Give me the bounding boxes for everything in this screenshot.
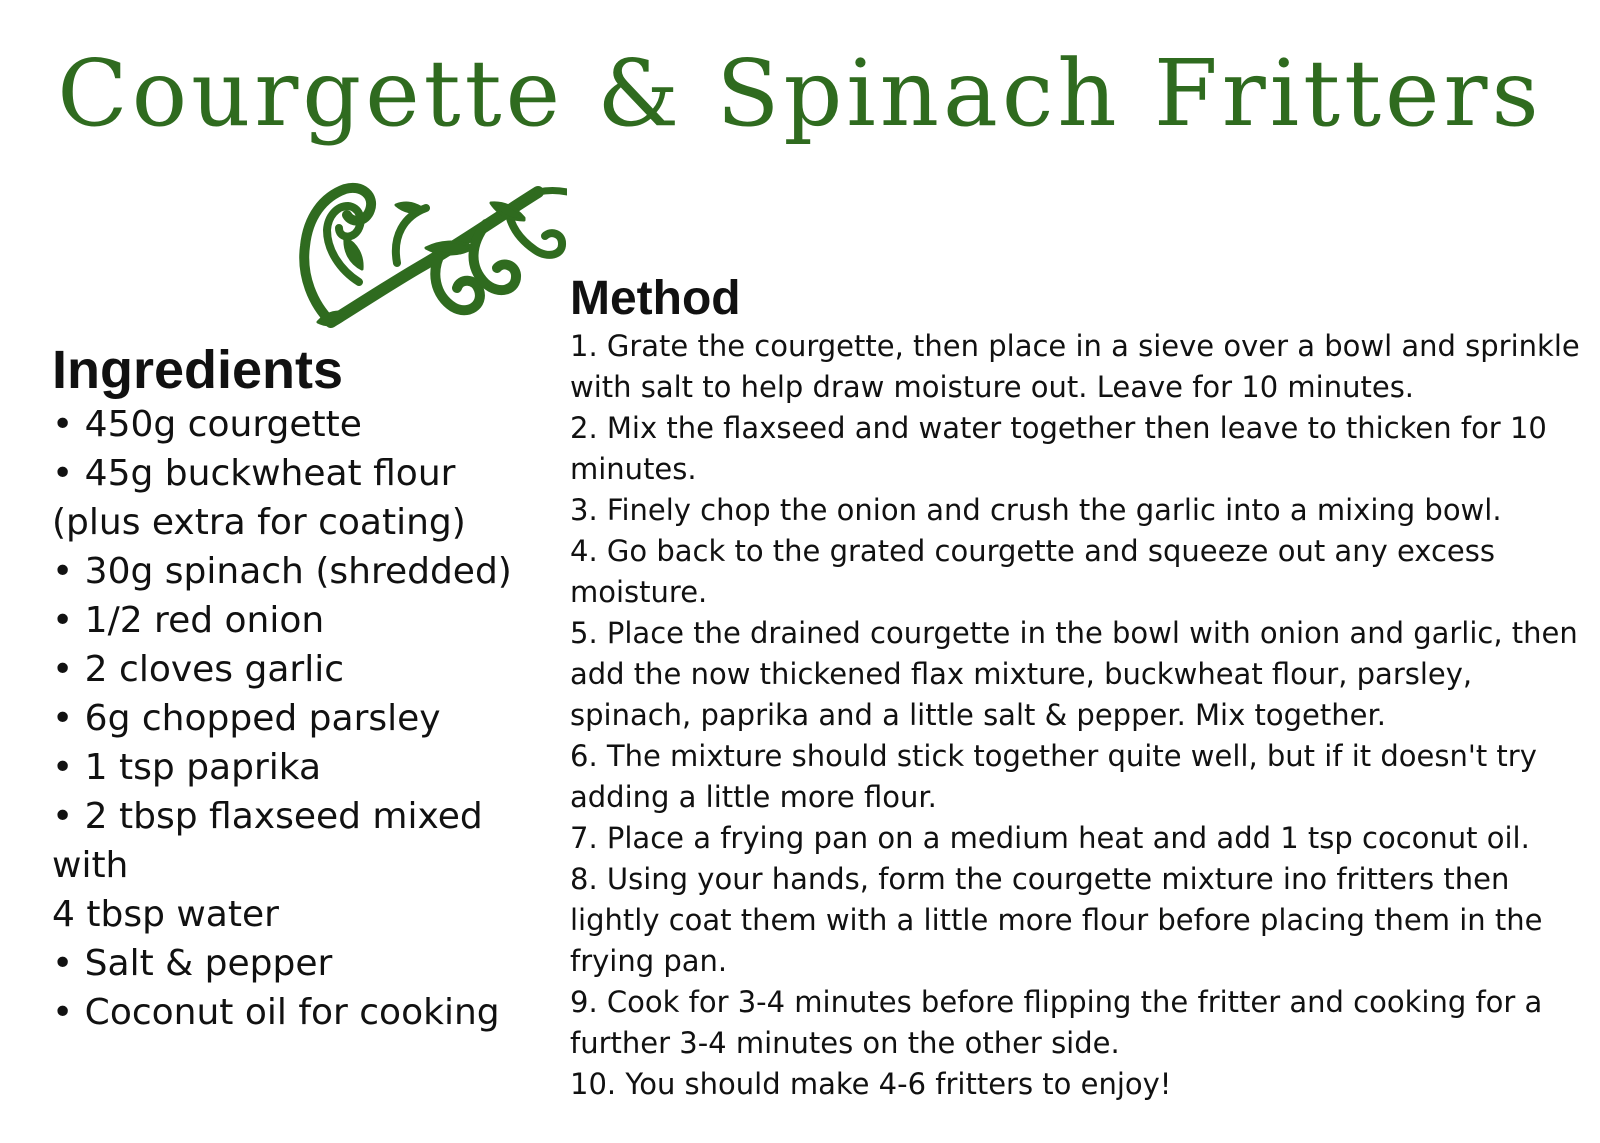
ingredients-heading: Ingredients xyxy=(52,340,344,400)
method-step-line: 9. Cook for 3-4 minutes before flipping the fritter and cooking for a xyxy=(570,985,1543,1019)
page-title: Courgette & Spinach Fritters xyxy=(57,40,1543,147)
ingredient-line: • Salt & pepper xyxy=(52,943,333,984)
ingredient-line: • Coconut oil for cooking xyxy=(52,992,500,1033)
ingredients-list xyxy=(52,400,562,1037)
ingredient-line: • 1 tsp paprika xyxy=(52,747,322,788)
leafy-vine-flourish-icon xyxy=(292,172,567,332)
method-step-line: lightly coat them with a little more flour before placing them in the xyxy=(570,903,1543,937)
ingredient-line: (plus extra for coating) xyxy=(52,502,466,543)
method-step-line: 5. Place the drained courgette in the bowl with onion and garlic, then xyxy=(570,616,1578,650)
method-step-line: further 3-4 minutes on the other side. xyxy=(570,1026,1120,1060)
ingredient-line: • 2 tbsp flaxseed mixed with xyxy=(52,796,483,886)
method-step-line: 1. Grate the courgette, then place in a sieve over a bowl and sprinkle xyxy=(570,329,1580,363)
method-step-line: moisture. xyxy=(570,575,708,609)
method-step-line: 3. Finely chop the onion and crush the garlic into a mixing bowl. xyxy=(570,493,1502,527)
method-step-line: with salt to help draw moisture out. Leave for 10 minutes. xyxy=(570,370,1415,404)
ingredient-line: • 30g spinach (shredded) xyxy=(52,551,512,592)
method-step-line: 8. Using your hands, form the courgette mixture ino fritters then xyxy=(570,862,1510,896)
method-step-line: 7. Place a frying pan on a medium heat and add 1 tsp coconut oil. xyxy=(570,821,1530,855)
method-step-line: spinach, paprika and a little salt & pepper. Mix together. xyxy=(570,698,1386,732)
method-step-line: 4. Go back to the grated courgette and squeeze out any excess xyxy=(570,534,1495,568)
method-section xyxy=(570,272,1580,1105)
method-step-line: 6. The mixture should stick together quite well, but if it doesn't try xyxy=(570,739,1537,773)
ingredient-line: 4 tbsp water xyxy=(52,894,279,935)
ingredients-section xyxy=(52,340,562,1037)
method-step-line: minutes. xyxy=(570,452,697,486)
ingredient-line: • 45g buckwheat flour xyxy=(52,453,456,494)
method-heading: Method xyxy=(570,272,741,325)
method-step-line: 10. You should make 4-6 fritters to enjoy! xyxy=(570,1067,1172,1101)
method-step-line: adding a little more flour. xyxy=(570,780,937,814)
ingredient-line: • 6g chopped parsley xyxy=(52,698,441,739)
ingredient-line: • 450g courgette xyxy=(52,404,362,445)
method-step-line: 2. Mix the flaxseed and water together then leave to thicken for 10 xyxy=(570,411,1547,445)
method-steps-list xyxy=(570,326,1580,1105)
method-step-line: frying pan. xyxy=(570,944,728,978)
ingredient-line: • 1/2 red onion xyxy=(52,600,325,641)
ingredient-line: • 2 cloves garlic xyxy=(52,649,345,690)
method-step-line: add the now thickened flax mixture, buckwheat flour, parsley, xyxy=(570,657,1473,691)
